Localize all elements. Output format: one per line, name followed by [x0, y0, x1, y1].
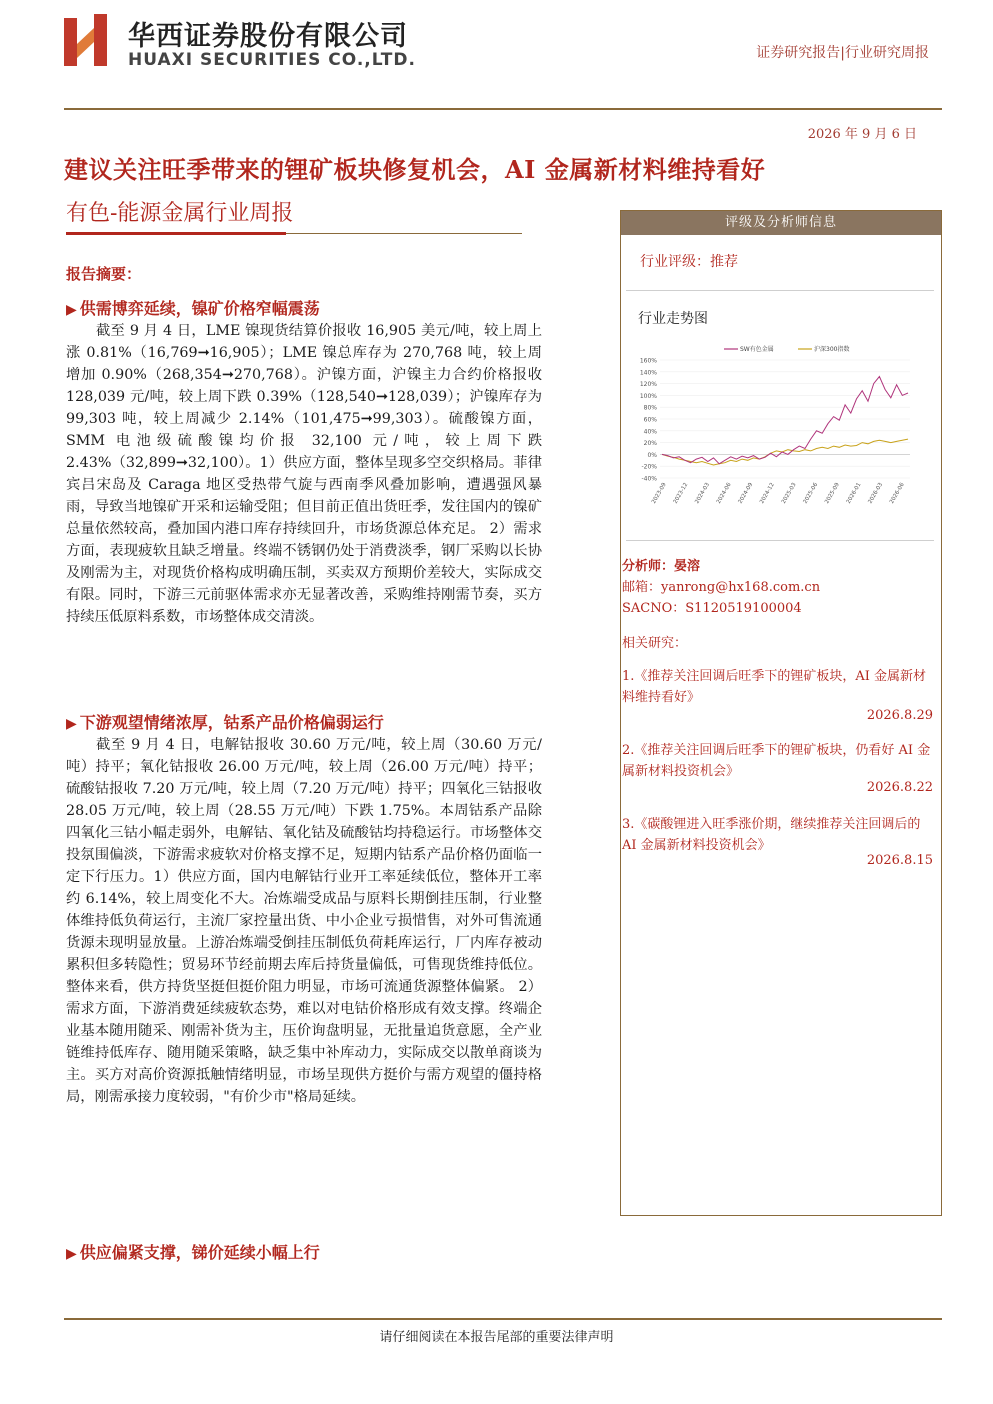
x-tick-label: 2023-12: [672, 482, 690, 505]
company-name-en: HUAXI SECURITIES CO.,LTD.: [128, 50, 416, 70]
subtitle-rule: [286, 233, 522, 234]
x-tick-label: 2024-12: [759, 482, 776, 505]
report-subtitle: 有色-能源金属行业周报: [66, 201, 294, 226]
footer-divider: [64, 1318, 942, 1320]
analyst-name: 分析师：晏溶: [622, 559, 701, 574]
y-tick-label: 0%: [647, 451, 657, 459]
x-tick-label: 2023-09: [651, 482, 668, 505]
x-tick-label: 2024-09: [737, 482, 755, 505]
subtitle-underline: [66, 232, 286, 235]
related-report-link[interactable]: 1.《推荐关注回调后旺季下的锂矿板块，AI 金属新材料维持看好》: [622, 669, 927, 705]
company-name-cn: 华西证券股份有限公司: [128, 21, 408, 52]
document-type: 证券研究报告|行业研究周报: [756, 45, 929, 61]
sidebar-header: 评级及分析师信息: [621, 211, 941, 235]
report-title: 建议关注旺季带来的锂矿板块修复机会，AI 金属新材料维持看好: [64, 155, 766, 184]
y-tick-label: 140%: [639, 369, 657, 377]
rating-value: 推荐: [710, 254, 738, 270]
related-report-date: 2026.8.29: [866, 708, 933, 723]
section-heading: ▶ 供应偏紧支撑，锑价延续小幅上行: [66, 1243, 320, 1262]
y-tick-label: 160%: [639, 357, 657, 365]
industry-trend-chart: [628, 338, 918, 510]
related-report-date: 2026.8.15: [866, 853, 933, 868]
sidebar-divider: [626, 290, 934, 291]
related-report-date: 2026.8.22: [866, 780, 933, 795]
huaxi-logo-icon: [64, 14, 112, 66]
industry-rating: 行业评级：推荐: [640, 254, 738, 270]
header-divider: [64, 108, 942, 110]
trend-label: 行业走势图: [638, 311, 708, 327]
x-tick-label: 2024-03: [694, 482, 712, 505]
series-line: [662, 439, 908, 465]
sidebar-divider: [626, 540, 934, 541]
section-heading: ▶ 供需博弈延续，镍矿价格窄幅震荡: [66, 299, 320, 318]
related-report-link[interactable]: 2.《推荐关注回调后旺季下的锂矿板块，仍看好 AI 金属新材料投资机会》: [622, 743, 931, 779]
y-tick-label: 120%: [639, 381, 657, 389]
triangle-bullet-icon: ▶: [66, 302, 77, 318]
section-body: 截至 9 月 4 日，电解钴报收 30.60 万元/吨，较上周（30.60 万元/吨）持平；氧化钴报收 26.00 万元/吨，较上周（26.00 万元/吨）持平；硫酸钴报收 7.20 万元/吨，较上周（7.20 万元/吨）持平；四氧化三钴报收 28.05 万元/吨，较上周（28.55 万元/吨）下跌 1.75%。本周钴系产品除四氧化三钴小幅走弱外，电解钴、氧化钴及硫酸钴均持稳运行。市场整体交投氛围偏淡，下游需求疲软对价格支撑不足，短期内钴系产品价格仍面临一定下行压力。1）供应方面，国内电解钴行业开工率延续低位，整体开工率约 6.14%，较上周变化不大。冶炼端受成品与原料长期倒挂压制，行业整体维持低负荷运行，主流厂家控量出货、中小企业亏损惜售，对外可售流通货源未现明显放量。上游冶炼端受倒挂压制低负荷耗库运行，厂内库存被动累积但多转隐性；贸易环节经前期去库后持货量偏低，可售现货维持低位。整体来看，供方持货坚挺但挺价阻力明显，市场可流通货源整体偏紧。 2）需求方面，下游消费延续疲软态势，难以对电钴价格形成有效支撑。终端企业基本随用随采、刚需补货为主，压价询盘明显，无批量追货意愿，全产业链维持低库存、随用随采策略，缺乏集中补库动力，实际成交以散单商谈为主。买方对高价资源抵触情绪明显，市场呈现供方挺价与需方观望的僵持格局，刚需承接力度较弱，"有价少市"格局延续。: [66, 737, 542, 1105]
x-tick-label: 2026-03: [867, 482, 885, 505]
triangle-bullet-icon: ▶: [66, 716, 77, 732]
x-tick-label: 2025-06: [802, 482, 820, 505]
y-tick-label: 20%: [643, 440, 657, 448]
related-research-label: 相关研究：: [622, 636, 688, 651]
x-tick-label: 2024-06: [715, 482, 733, 505]
footer-disclaimer: 请仔细阅读在本报告尾部的重要法律声明: [379, 1330, 614, 1345]
triangle-bullet-icon: ▶: [66, 1246, 77, 1262]
y-tick-label: 40%: [643, 428, 657, 436]
analyst-email[interactable]: 邮箱：yanrong@hx168.com.cn: [622, 580, 821, 595]
y-tick-label: 80%: [643, 404, 657, 412]
abstract-label: 报告摘要：: [66, 265, 142, 283]
legend-label: 沪深300指数: [814, 346, 850, 353]
x-tick-label: 2025-09: [824, 482, 841, 505]
x-tick-label: 2026-01: [845, 482, 863, 505]
y-tick-label: -20%: [641, 463, 657, 471]
y-tick-label: 60%: [643, 416, 657, 424]
y-tick-label: 100%: [639, 392, 657, 400]
section-body: 截至 9 月 4 日，LME 镍现货结算价报收 16,905 美元/吨，较上周上涨 0.81%（16,769➞16,905）；LME 镍总库存为 270,768 吨，较上周增加 0.90%（268,354➞270,768）。沪镍方面，沪镍主力合约价格报收 128,039 元/吨，较上周下跌 0.39%（128,540➞128,039）；沪镍库存为 99,303 吨，较上周减少 2.14%（101,475➞99,303）。硫酸镍方面，SMM 电池级硫酸镍均价报 32,100 元/吨，较上周下跌 2.43%（32,899➞32,100）。1）供应方面，整体呈现多空交织格局。菲律宾吕宋岛及 Caraga 地区受热带气旋与西南季风叠加影响，遭遇强风暴雨，导致当地镍矿开采和运输受阻；但目前正值出货旺季，发往国内的镍矿总量依然较高，叠加国内港口库存持续回升，市场货源总体充足。 2）需求方面，表现疲软且缺乏增量。终端不锈钢仍处于消费淡季，钢厂采购以长协及刚需为主，对现货价格构成明确压制，买卖双方预期价差较大，实际成交有限。同时，下游三元前驱体需求亦无显著改善，采购维持刚需节奏，买方持续压低原料系数，市场整体成交清淡。: [66, 323, 542, 625]
legend-label: SW有色金属: [740, 346, 774, 353]
report-date: 2026 年 9 月 6 日: [807, 127, 917, 142]
x-tick-label: 2025-03: [780, 482, 798, 505]
analyst-sacno: SACNO：S1120519100004: [622, 601, 802, 616]
x-tick-label: 2026-06: [889, 482, 906, 505]
related-report-link[interactable]: 3.《碳酸锂进入旺季涨价期，继续推荐关注回调后的 AI 金属新材料投资机会》: [622, 817, 921, 853]
section-heading: ▶ 下游观望情绪浓厚，钴系产品价格偏弱运行: [66, 713, 384, 732]
y-tick-label: -40%: [641, 475, 657, 483]
